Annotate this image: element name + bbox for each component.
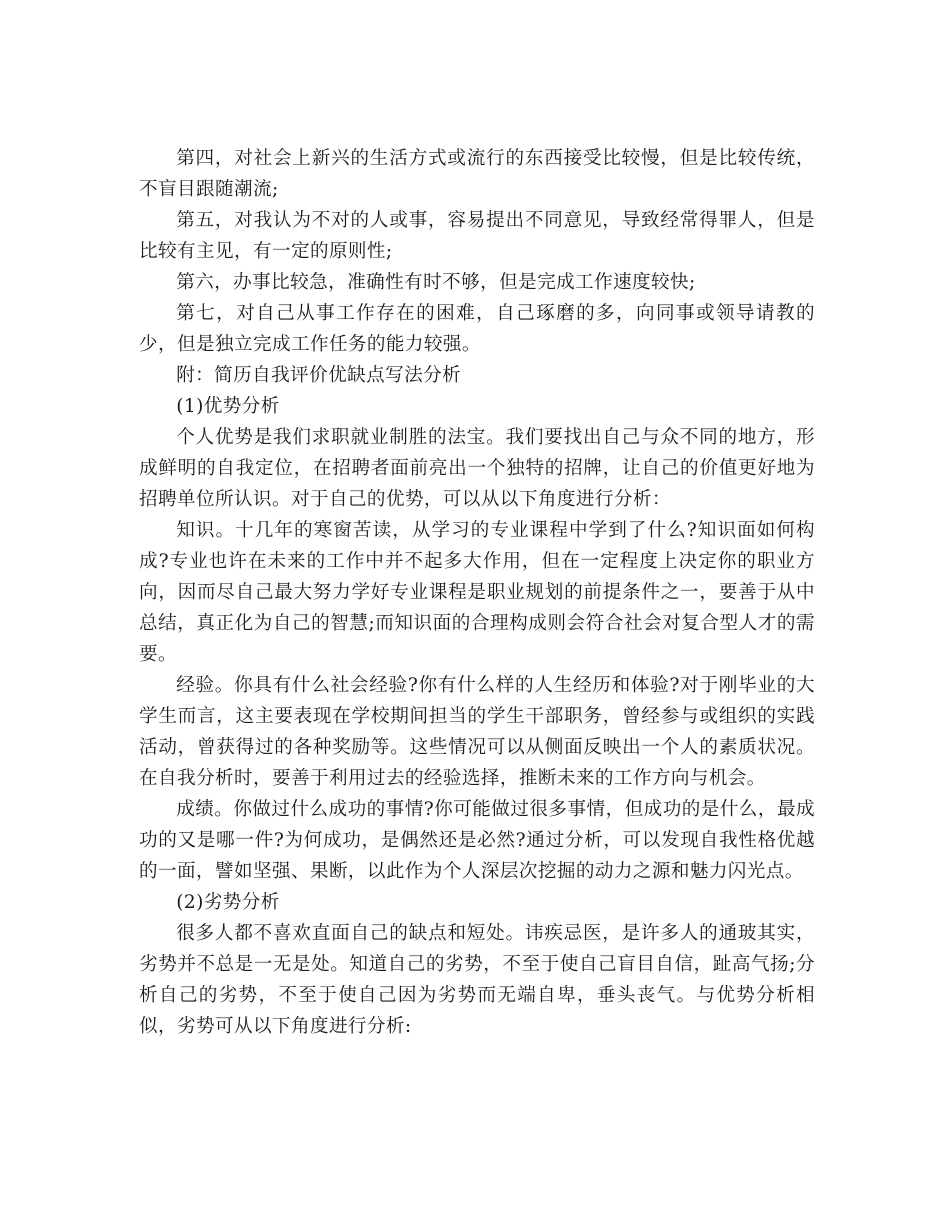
paragraph-strengths-intro: 个人优势是我们求职就业制胜的法宝。我们要找出自己与众不同的地方，形成鲜明的自我定位，在招聘者面前亮出一个独特的招牌，让自己的价值更好地为招聘单位所认识。对于自己的优势，可以从以下角度进行分析： <box>139 427 815 510</box>
appendix-heading: 附：简历自我评价优缺点写法分析 <box>176 365 462 386</box>
paragraph-achievements: 成绩。你做过什么成功的事情?你可能做过很多事情，但成功的是什么，最成功的又是哪一件?为何成功，是偶然还是必然?通过分析，可以发现自我性格优越的一面，譬如坚强、果断，以此作为个人深层次挖掘的动力之源和魅力闪光点。 <box>139 799 815 882</box>
paragraph-fifth: 第五，对我认为不对的人或事，容易提出不同意见，导致经常得罪人，但是比较有主见，有一定的原则性; <box>139 210 815 262</box>
section-heading-weaknesses: (2)劣势分析 <box>176 892 280 913</box>
paragraph-sixth: 第六，办事比较急，准确性有时不够，但是完成工作速度较快; <box>176 272 696 293</box>
document-page <box>139 143 815 1042</box>
paragraph-seventh: 第七，对自己从事工作存在的困难，自己琢磨的多，向同事或领导请教的少，但是独立完成工作任务的能力较强。 <box>139 303 815 355</box>
paragraph-knowledge: 知识。十几年的寒窗苦读，从学习的专业课程中学到了什么?知识面如何构成?专业也许在未来的工作中并不起多大作用，但在一定程度上决定你的职业方向，因而尽自己最大努力学好专业课程是职业规划的前提条件之一，要善于从中总结，真正化为自己的智慧;而知识面的合理构成则会符合社会对复合型人才的需要。 <box>139 520 815 665</box>
section-heading-strengths: (1)优势分析 <box>176 396 280 417</box>
paragraph-fourth: 第四，对社会上新兴的生活方式或流行的东西接受比较慢，但是比较传统，不盲目跟随潮流; <box>139 148 815 200</box>
paragraph-weaknesses-intro: 很多人都不喜欢直面自己的缺点和短处。讳疾忌医，是许多人的通玻其实，劣势并不总是一无是处。知道自己的劣势，不至于使自己盲目自信，趾高气扬;分析自己的劣势，不至于使自己因为劣势而无端自卑，垂头丧气。与优势分析相似，劣势可从以下角度进行分析: <box>139 923 815 1037</box>
paragraph-experience: 经验。你具有什么社会经验?你有什么样的人生经历和体验?对于刚毕业的大学生而言，这主要表现在学校期间担当的学生干部职务，曾经参与或组织的实践活动，曾获得过的各种奖励等。这些情况可以从侧面反映出一个人的素质状况。在自我分析时，要善于利用过去的经验选择，推断未来的工作方向与机会。 <box>139 675 815 789</box>
